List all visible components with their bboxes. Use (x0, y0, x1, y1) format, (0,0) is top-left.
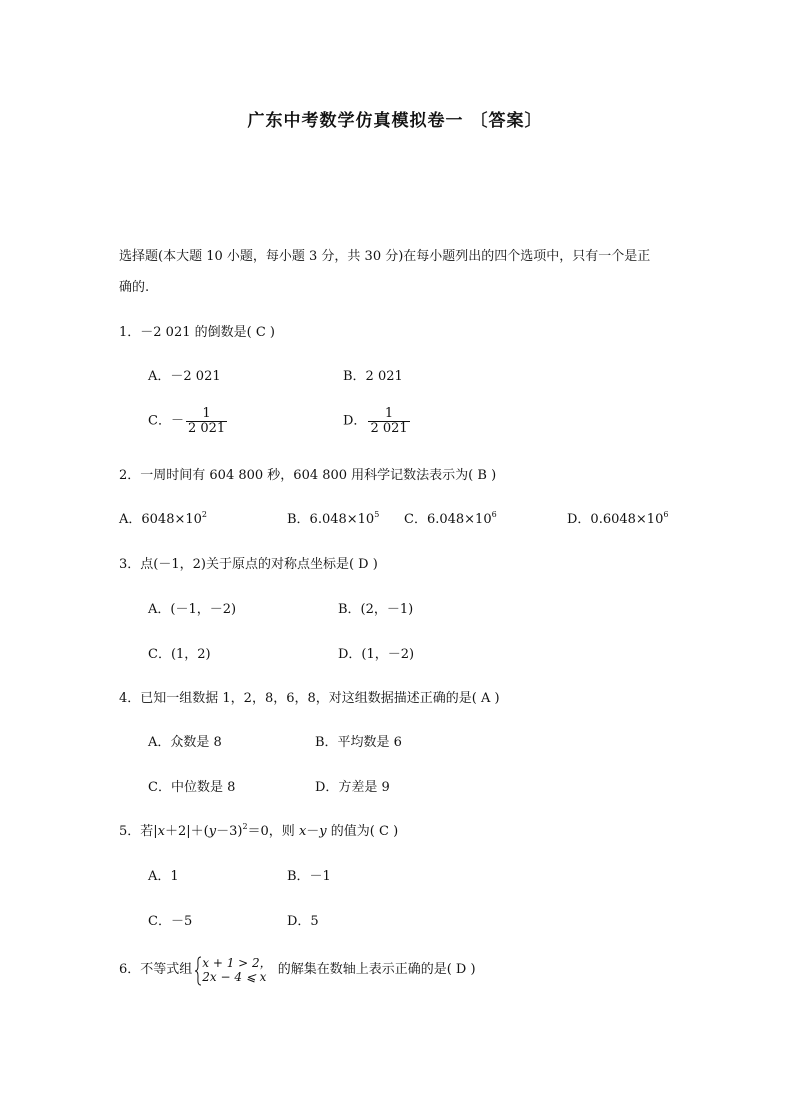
inequality-line-2: 2x − 4 ⩽ x (202, 970, 267, 984)
question-3-option-d: D．(1，－2) (338, 647, 415, 662)
fraction-denominator: 2 021 (370, 421, 408, 436)
question-4-option-c: C．中位数是 8 (148, 780, 236, 795)
question-1-option-d-prefix: D． (343, 413, 367, 429)
option-text: A．6048×10 (119, 512, 202, 527)
stem-text: － (306, 824, 320, 839)
question-1-option-d-fraction (368, 407, 409, 436)
question-5-option-b: B．－1 (287, 869, 331, 884)
question-2-stem: 2．一周时间有 604 800 秒，604 800 用科学记数法表示为( B ) (119, 468, 497, 483)
question-2-option-d (567, 512, 668, 528)
variable-x: x (157, 824, 165, 839)
question-4-stem: 4．已知一组数据 1，2，8，6，8，对这组数据描述正确的是( A ) (119, 691, 500, 706)
fraction-numerator: 1 (368, 407, 409, 422)
question-4-option-a: A．众数是 8 (148, 735, 222, 750)
option-text: C．6.048×10 (404, 512, 492, 527)
fraction-numerator: 1 (186, 407, 227, 422)
exponent: 2 (201, 510, 208, 519)
left-brace-icon (194, 956, 202, 986)
question-1-option-d (343, 407, 410, 436)
exponent: 6 (491, 510, 497, 519)
question-1-option-b: B．2 021 (343, 369, 403, 384)
stem-text: 的解集在数轴上表示正确的是( D ) (277, 962, 476, 977)
stem-text: 6．不等式组 (119, 962, 193, 977)
question-1-option-c (148, 407, 227, 436)
exponent: 5 (374, 510, 380, 519)
question-1-option-c-fraction (186, 407, 227, 436)
page-title: 广东中考数学仿真模拟卷一 〔答案〕 (247, 111, 543, 131)
stem-text: ＋2|＋( (165, 824, 209, 839)
question-2-option-b (287, 512, 379, 528)
question-1-option-a: A．－2 021 (148, 369, 221, 384)
question-1-option-c-prefix: C．－ (148, 413, 184, 429)
exponent: 6 (663, 510, 669, 519)
question-3-option-c: C．(1，2) (148, 647, 211, 662)
question-3-stem: 3．点(－1，2)关于原点的对称点坐标是( D ) (119, 557, 378, 572)
stem-text: 的值为( C ) (326, 824, 399, 839)
question-2-option-c (404, 512, 497, 528)
inequality-line-1: x + 1 > 2， (202, 956, 272, 970)
question-1-stem: 1．－2 021 的倒数是( C ) (119, 325, 275, 340)
question-6-stem (119, 955, 476, 986)
intro-line-1: 选择题(本大题 10 小题，每小题 3 分，共 30 分)在每小题列出的四个选项中，只有一个是正 (119, 249, 651, 264)
option-text: B．6.048×10 (287, 512, 375, 527)
variable-x: x (298, 824, 307, 839)
question-5-option-d: D．5 (287, 914, 319, 929)
question-3-option-b: B．(2，－1) (338, 602, 414, 617)
question-5-option-c: C．－5 (148, 914, 193, 929)
question-2-option-a (119, 512, 207, 528)
question-4-option-b: B．平均数是 6 (315, 735, 402, 750)
exponent: 2 (242, 822, 248, 831)
stem-text: －3) (216, 824, 243, 839)
fraction-denominator: 2 021 (187, 421, 226, 436)
intro-line-2: 确的. (119, 280, 150, 295)
variable-y: y (319, 824, 327, 839)
stem-text: ＝0，则 (247, 824, 299, 839)
option-text: D．0.6048×10 (567, 512, 664, 527)
variable-y: y (208, 824, 217, 839)
question-5-option-a: A．1 (148, 869, 179, 884)
stem-text: 5．若| (119, 824, 158, 839)
question-4-option-d: D．方差是 9 (315, 780, 390, 795)
question-5-stem (119, 824, 398, 840)
question-3-option-a: A．(－1，－2) (148, 602, 237, 617)
inequality-system (194, 956, 275, 984)
